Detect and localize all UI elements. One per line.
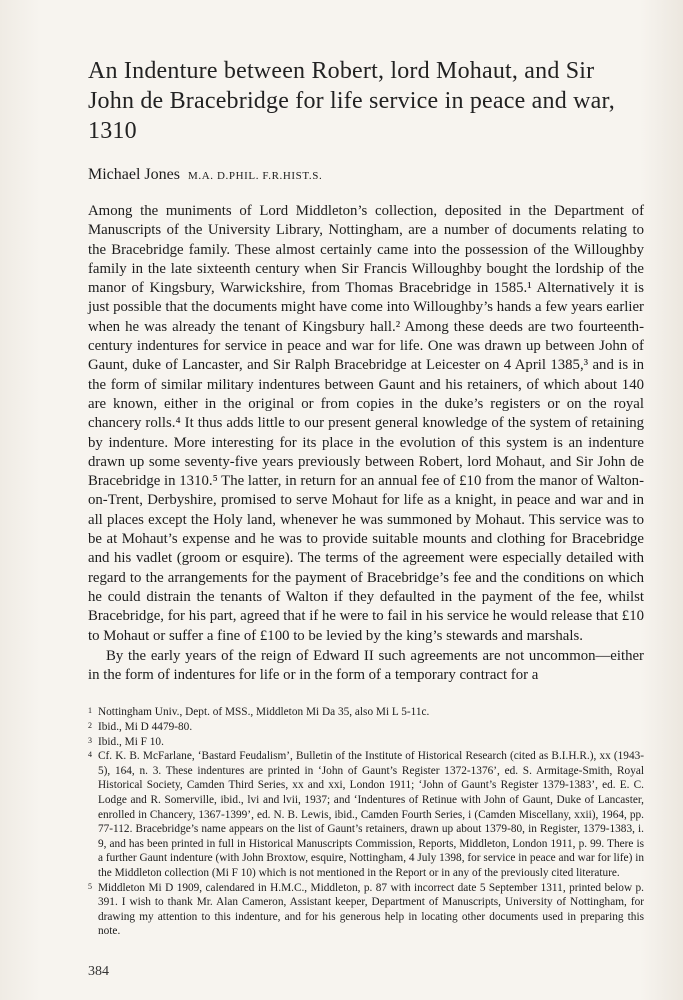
paragraph: By the early years of the reign of Edward II such agreements are not uncommon—either in the form of indentures for life or in the form of a temporary contract for a (88, 647, 644, 684)
footnote-number: 4 (88, 750, 92, 760)
footnote-text: Middleton Mi D 1909, calendared in H.M.C., Middleton, p. 87 with incorrect date 5 September 1311, printed below p. 391. I wish to thank Mr. Alan Cameron, Assistant keeper, Department of Manuscripts, University of Nottingham, for drawing my attention to this indenture, and for his generous help in locating other documents used in preparing this note. (98, 881, 644, 938)
footnote (88, 705, 644, 720)
body-text (88, 202, 644, 685)
footnote-number: 2 (88, 721, 92, 731)
footnote (88, 735, 644, 750)
author-name: Michael Jones (88, 166, 180, 183)
author-line (88, 166, 644, 184)
footnote-text: Ibid., Mi F 10. (98, 735, 164, 748)
footnotes (88, 705, 644, 939)
author-credentials: M.A. D.PHIL. F.R.HIST.S. (187, 170, 323, 182)
paragraph: Among the muniments of Lord Middleton’s collection, deposited in the Department of Manuscripts of the University Library, Nottingham, are a number of documents relating to the Bracebridge family. These almost certainly came into the possession of the Willoughby family in the late sixteenth century when Sir Francis Willoughby bought the lordship of the manor of Kingsbury, Warwickshire, from Thomas Bracebridge in 1585.¹ Alternatively it is just possible that the documents might have come into Willoughby’s hands a few years earlier when he was already the tenant of Kingsbury hall.² Among these deeds are two fourteenth-century indentures for service in peace and war for life. One was drawn up between John of Gaunt, duke of Lancaster, and Sir Ralph Bracebridge at Leicester on 4 April 1385,³ and is in the form of similar military indentures between Gaunt and his retainers, of which about 140 are known, either in the original or from copies in the duke’s registers or on the royal chancery rolls.⁴ It thus adds little to our present general knowledge of the system of retaining by indenture. More interesting for its place in the evolution of this system is an indenture drawn up some seventy-five years previously between Robert, lord Mohaut, and Sir John de Bracebridge in 1310.⁵ The latter, in return for an annual fee of £10 from the manor of Walton-on-Trent, Derbyshire, promised to serve Mohaut for life as a knight, in peace and war and in all places except the Holy land, whenever he was summoned by Mohaut. This service was to be at Mohaut’s expense and he was to provide suitable mounts and clothing for Bracebridge and his vadlet (groom or esquire). The terms of the agreement were especially detailed with regard to the arrangements for the payment of Bracebridge’s fee and the conditions on which he could distrain the tenants of Walton if they defaulted in the payment of the fee, whilst Bracebridge, for his part, agreed that if he were to fail in his service he would release that £10 to Mohaut or suffer a fine of £100 to be levied by the king’s stewards and marshals. (88, 203, 644, 644)
footnote-number: 5 (88, 881, 92, 891)
footnote (88, 720, 644, 735)
footnote-number: 3 (88, 735, 92, 745)
footnote-text: Nottingham Univ., Dept. of MSS., Middleton Mi Da 35, also Mi L 5-11c. (98, 706, 430, 719)
footnote (88, 749, 644, 880)
article-title: An Indenture between Robert, lord Mohaut, and Sir John de Bracebridge for life service in peace and war, 1310 (88, 58, 615, 144)
footnote-number: 1 (88, 706, 92, 716)
footnote-text: Ibid., Mi D 4479-80. (98, 721, 193, 734)
article (88, 56, 644, 939)
footnote (88, 881, 644, 939)
footnote-text: Cf. K. B. McFarlane, ‘Bastard Feudalism’, Bulletin of the Institute of Historical Research (cited as B.I.H.R.), xx (1943-5), 164, n. 3. These indentures are printed in ‘John of Gaunt’s Register 1372-1376’, ed. S. Armitage-Smith, Royal Historical Society, Camden Third Series, xx and xxi, London 1911; ‘John of Gaunt’s Register 1379-1383’, ed. E. C. Lodge and R. Somerville, ibid., lvi and lvii, 1937; and ‘Indentures of Retinue with John of Gaunt, Duke of Lancaster, enrolled in Chancery, 1367-1399’, ed. N. B. Lewis, ibid., Camden Fourth Series, i (Camden Miscellany, xxii), 1964, pp. 77-112. Bracebridge’s name appears on the list of Gaunt’s retainers, drawn up about 1379-80, in Register, 1379-1383, i. 9, and has been printed in full in Historical Manuscripts Commission, Reports, Middleton, London 1911, p. 99. There is a further Gaunt indenture (with John Broxtow, esquire, Nottingham, 4 July 1398, for service in peace and war for life) in the Middleton collection (Mi F 10) which is not mentioned in the Report or in any of the previously cited literature. (98, 750, 644, 879)
page-number: 384 (88, 964, 109, 979)
